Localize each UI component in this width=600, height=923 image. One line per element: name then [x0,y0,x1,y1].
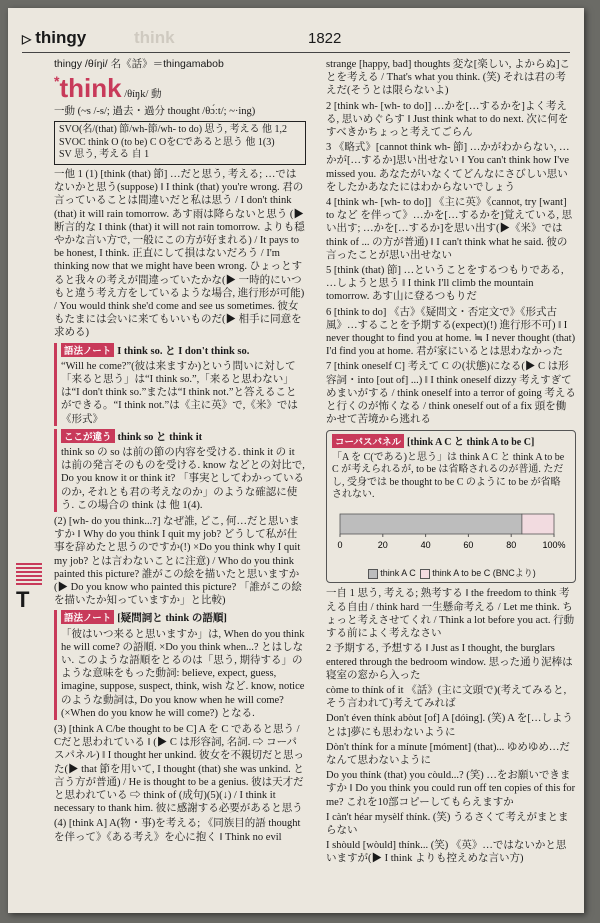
verb-pattern-box [54,121,306,165]
left-column [54,58,306,908]
sense-1-4: (4) [think A] A(物・事)を考える; 《同族目的語 thought を伴って》《ある考え》を心に抱く ‖ Think no evil [54,818,301,843]
corpus-bar-chart [332,508,568,560]
usage-note-badge: 語法ノート [61,610,114,624]
phrase: Don't éven thínk abòut [of] A [dóing]. (笑) A を[…しようとは]夢にも思わないように [326,713,573,738]
headword-mark-icon: * [54,73,60,90]
previous-entry: thingy /θíŋi/ 名《話》＝thingamabob [54,58,224,70]
running-header [22,26,570,53]
legend-label: think A C [380,568,416,579]
thumb-index-tab [16,563,42,618]
triangle-icon: ▷ [22,32,32,46]
intransitive-sense-1: 一自 1 思う, 考える; 熟考する ‖ the freedom to think 考える自由 / think hard 一生懸命考える / Let me think. ちょっと考えさせてくれ / Think a lot before you act. 行動する前によく考えなさい [326,588,575,640]
sense-1-3: (3) [think A C/be thought to be C] A を C であると思う / Cだと思われている ‖ (▶ C は形容詞, 名詞. ⇨ コーパスパネル) ‖ I thought her unkind. 彼女を不親切だと思った(▶ that 節を用いて, I thought (that) she was unkind. と言う方が普通) / He is thought to be a genius. 彼は天才だと思われている ⇨ think of (成句)(5)(↓) / I think it necessary to thank him. 彼に感謝する必要があると思う [54,724,304,815]
sense-1: 一他 1 (1) [think (that) 節] …だと思う, 考える; …ではないかと思う(suppose) ‖ I think (that) you're wrong. 君の言っていることは間違いだと私は思う / I don't think (that) it will rain tomorrow. あす雨は降らないと思う (▶ 断言的な I think (that) it will not rain tomorrow. よりも穏やかな言い方で, 一般にこの方が好まれる) / It pays to be honest, I think. 正直にして損はないだろう / I'm thinking now that we might have been wrong. ひょっとすると我々の考えが間違っていたかな(▶ 一時的にいつもと違う考え方をしているような場合, 進行形が可能) / You would think she'd come and see us sometimes. 彼女もたまには会いに来てもいいものだ(▶ 相手に同意を求める) [54,168,305,339]
sense-7: 7 [think oneself C] 考えて C の(状態)になる(▶ C は形容詞・into [out of] ...) ‖ I think oneself dizzy 考えすぎてめまいがする / think oneself into a terror of going 考えると行くのが怖くなる / think oneself out of a fix 頭を働かせて苦境から逃れる [326,361,576,426]
tick-label: 100% [542,539,566,550]
usage-note-title: [疑問詞と think の語順] [117,613,227,625]
right-column [326,58,576,908]
phrase: I càn't héar mysèlf thínk. (笑) うるさくて考えがまとまらない [326,811,569,836]
comparison-note [54,429,306,512]
phrase: I shòuld [wòuld] thínk... (笑) 《英》…ではないかと思いますが(▶ I think よりも控えめな言い方) [326,840,567,865]
phrase: còme to thínk of it 《話》(主に文頭で)(考えてみると, そう言われて)考えてみれば [326,684,567,710]
usage-note-2 [54,610,306,720]
usage-note-text: “Will he come?”(彼は来ますか)という問いに対して「来ると思う」は“I think so.”,「来ると思わない」は“I don't think so.”または“I think not.”と答えることができる。“I think not.”は《主に英》で,《米》では《形式》 [61,360,298,425]
pronunciation: /θíŋk/ 動 [124,89,162,101]
entry-head [54,73,306,103]
tick-label: 60 [463,539,474,550]
usage-note-badge: 語法ノート [61,343,114,357]
comparison-badge: ここが違う [61,429,115,443]
usage-note-text: 「彼はいつ来ると思いますか」は, When do you think he will come? の語順. ×Do you think when...? とはしない. このような語順をとるのは「思う, 期待する」のような意味をもった動詞: believe, expect, guess, imagine, suppose, suspect, think, wish など. know, notice のような動詞は, Do you know when he will come? (×When do you know he will come?) となる. [61,628,305,719]
chart-legend [332,566,570,579]
phrase: Dòn't thínk for a mínute [móment] (that)... ゆめゆめ…だなんて思わないように [326,741,570,766]
usage-note-title: I think so. と I don't think so. [117,345,250,357]
legend-swatch [368,569,378,579]
headword: think [59,73,122,104]
legend-label: think A to be C [432,568,491,579]
usage-note [54,343,306,426]
sense-3: 3 《略式》[cannot think wh- 節] …かがわからない, …かが[…するか]思い出せない ‖ You can't think how I've missed you. あなたがいなくてどんなにさびしい思いをしたかあなたにはわからないでしょう [326,142,570,193]
page-number: 1822 [308,30,342,47]
corpus-panel-badge: コーパスパネル [332,434,404,448]
running-headword: ▷ thingy [22,28,87,47]
tick-label: 80 [506,539,517,550]
corpus-panel-title: [think A C と think A to be C] [407,437,535,449]
verb-pattern: SVO(名/(that) 節/wh-節/wh- to do) 思う, 考える 他 1,2 [59,124,288,136]
bar-segment [340,514,522,534]
verb-pattern: SVOC think O (to be) C OをCであると思う 他 1(3) [59,136,275,148]
sense-2: 2 [think wh- [wh- to do]] …かを[…するかを]よく考える, 思いめぐらす ‖ Just think what to do next. 次に何をすべきかちょっと考えてごらん [326,100,569,139]
chart-caption: (BNCより) [492,568,536,579]
intransitive-sense-2: 2 予期する, 予想する ‖ Just as I thought, the burglars entered through the bedroom window. 思った通り泥棒は寝室の窓から入った [326,643,573,681]
thumb-index-lines [16,563,42,585]
tick-label: 40 [420,539,431,550]
corpus-panel-text: 「A を C(である)と思う」は think A C と think A to be C が考えられるが, to be は省略されるのが普通. ただし, 受身では be thought to be C のように to be が省略されない. [332,451,565,501]
thumb-index-letter: T [16,587,30,612]
comparison-text: think so の so は前の節の内容を受ける. think it の it は前の発言そのものを受ける. know などとの対比で, Do you know it or think it? 「事実としてわかっているのか, それとも君の考えなのか」のような確認に使う. この場合の think は 他 1(4). [61,446,305,511]
verb-pattern: SV 思う, 考える 自 1 [59,149,150,161]
tick-label: 0 [337,539,343,550]
sense-5: 5 [think (that) 節] …ということをするつもりである, …しようと思う ‖ I think I'll climb the mountain tomorrow. あす山に登るつもりだ [326,265,564,303]
ghost-headword: think [134,28,175,47]
corpus-panel [326,430,576,583]
conjugation: 一動 (~s /-s/; 過去・過分 thought /θɔ́ːt/; ~·ing) [54,106,256,118]
legend-swatch [420,569,430,579]
bar-segment [522,514,554,534]
sense-4: 4 [think wh- [wh- to do]] 《主に英》《cannot, try [want] to など を伴って》…かを[…するかを]覚えている, 思い出す; …かを[…するか]を思い出す(▶《米》では think of ... の方が普通) ‖ I can't think what he said. 彼の言ったことが思い出せない [326,197,573,261]
comparison-title: think so と think it [117,431,203,443]
tick-label: 20 [377,539,388,550]
phrase: Do you thínk (that) you còuld...? (笑) …をお願いできますか ‖ Do you think you could run off ten copies of this for me? これを10部コピーしてもらえますか [326,770,576,808]
sense-6: 6 [think to do] 《古》《疑問文・否定文で》《形式古風》…することを予期する(expect)(!) 進行形不可) ‖ I never thought to find you at home. ≒ I never thought (that) I'd find you at home. 君が家にいるとは思わなかった [326,306,576,358]
dictionary-page [8,8,584,913]
continued-text: strange [happy, bad] thoughts 変な[楽しい, よからぬ]ことを考える / That's what you think. (笑) それは君の考えだ(そうとは限らないよ) [326,59,570,97]
sense-1-2: (2) [wh- do you think...?] なぜ誰, どこ, 何…だと思いますか ‖ Why do you think I quit my job? どうして私が仕事を辞めたと思うのですか(!) ×Do you think why I quit my job? とは言わないことに注意) / Who do you think painted this picture? 誰がこの絵を描いたと思いますか (▶ Do you know who painted this picture? 「誰がこの絵を描いたか知っていますか」と比較) [54,515,302,607]
